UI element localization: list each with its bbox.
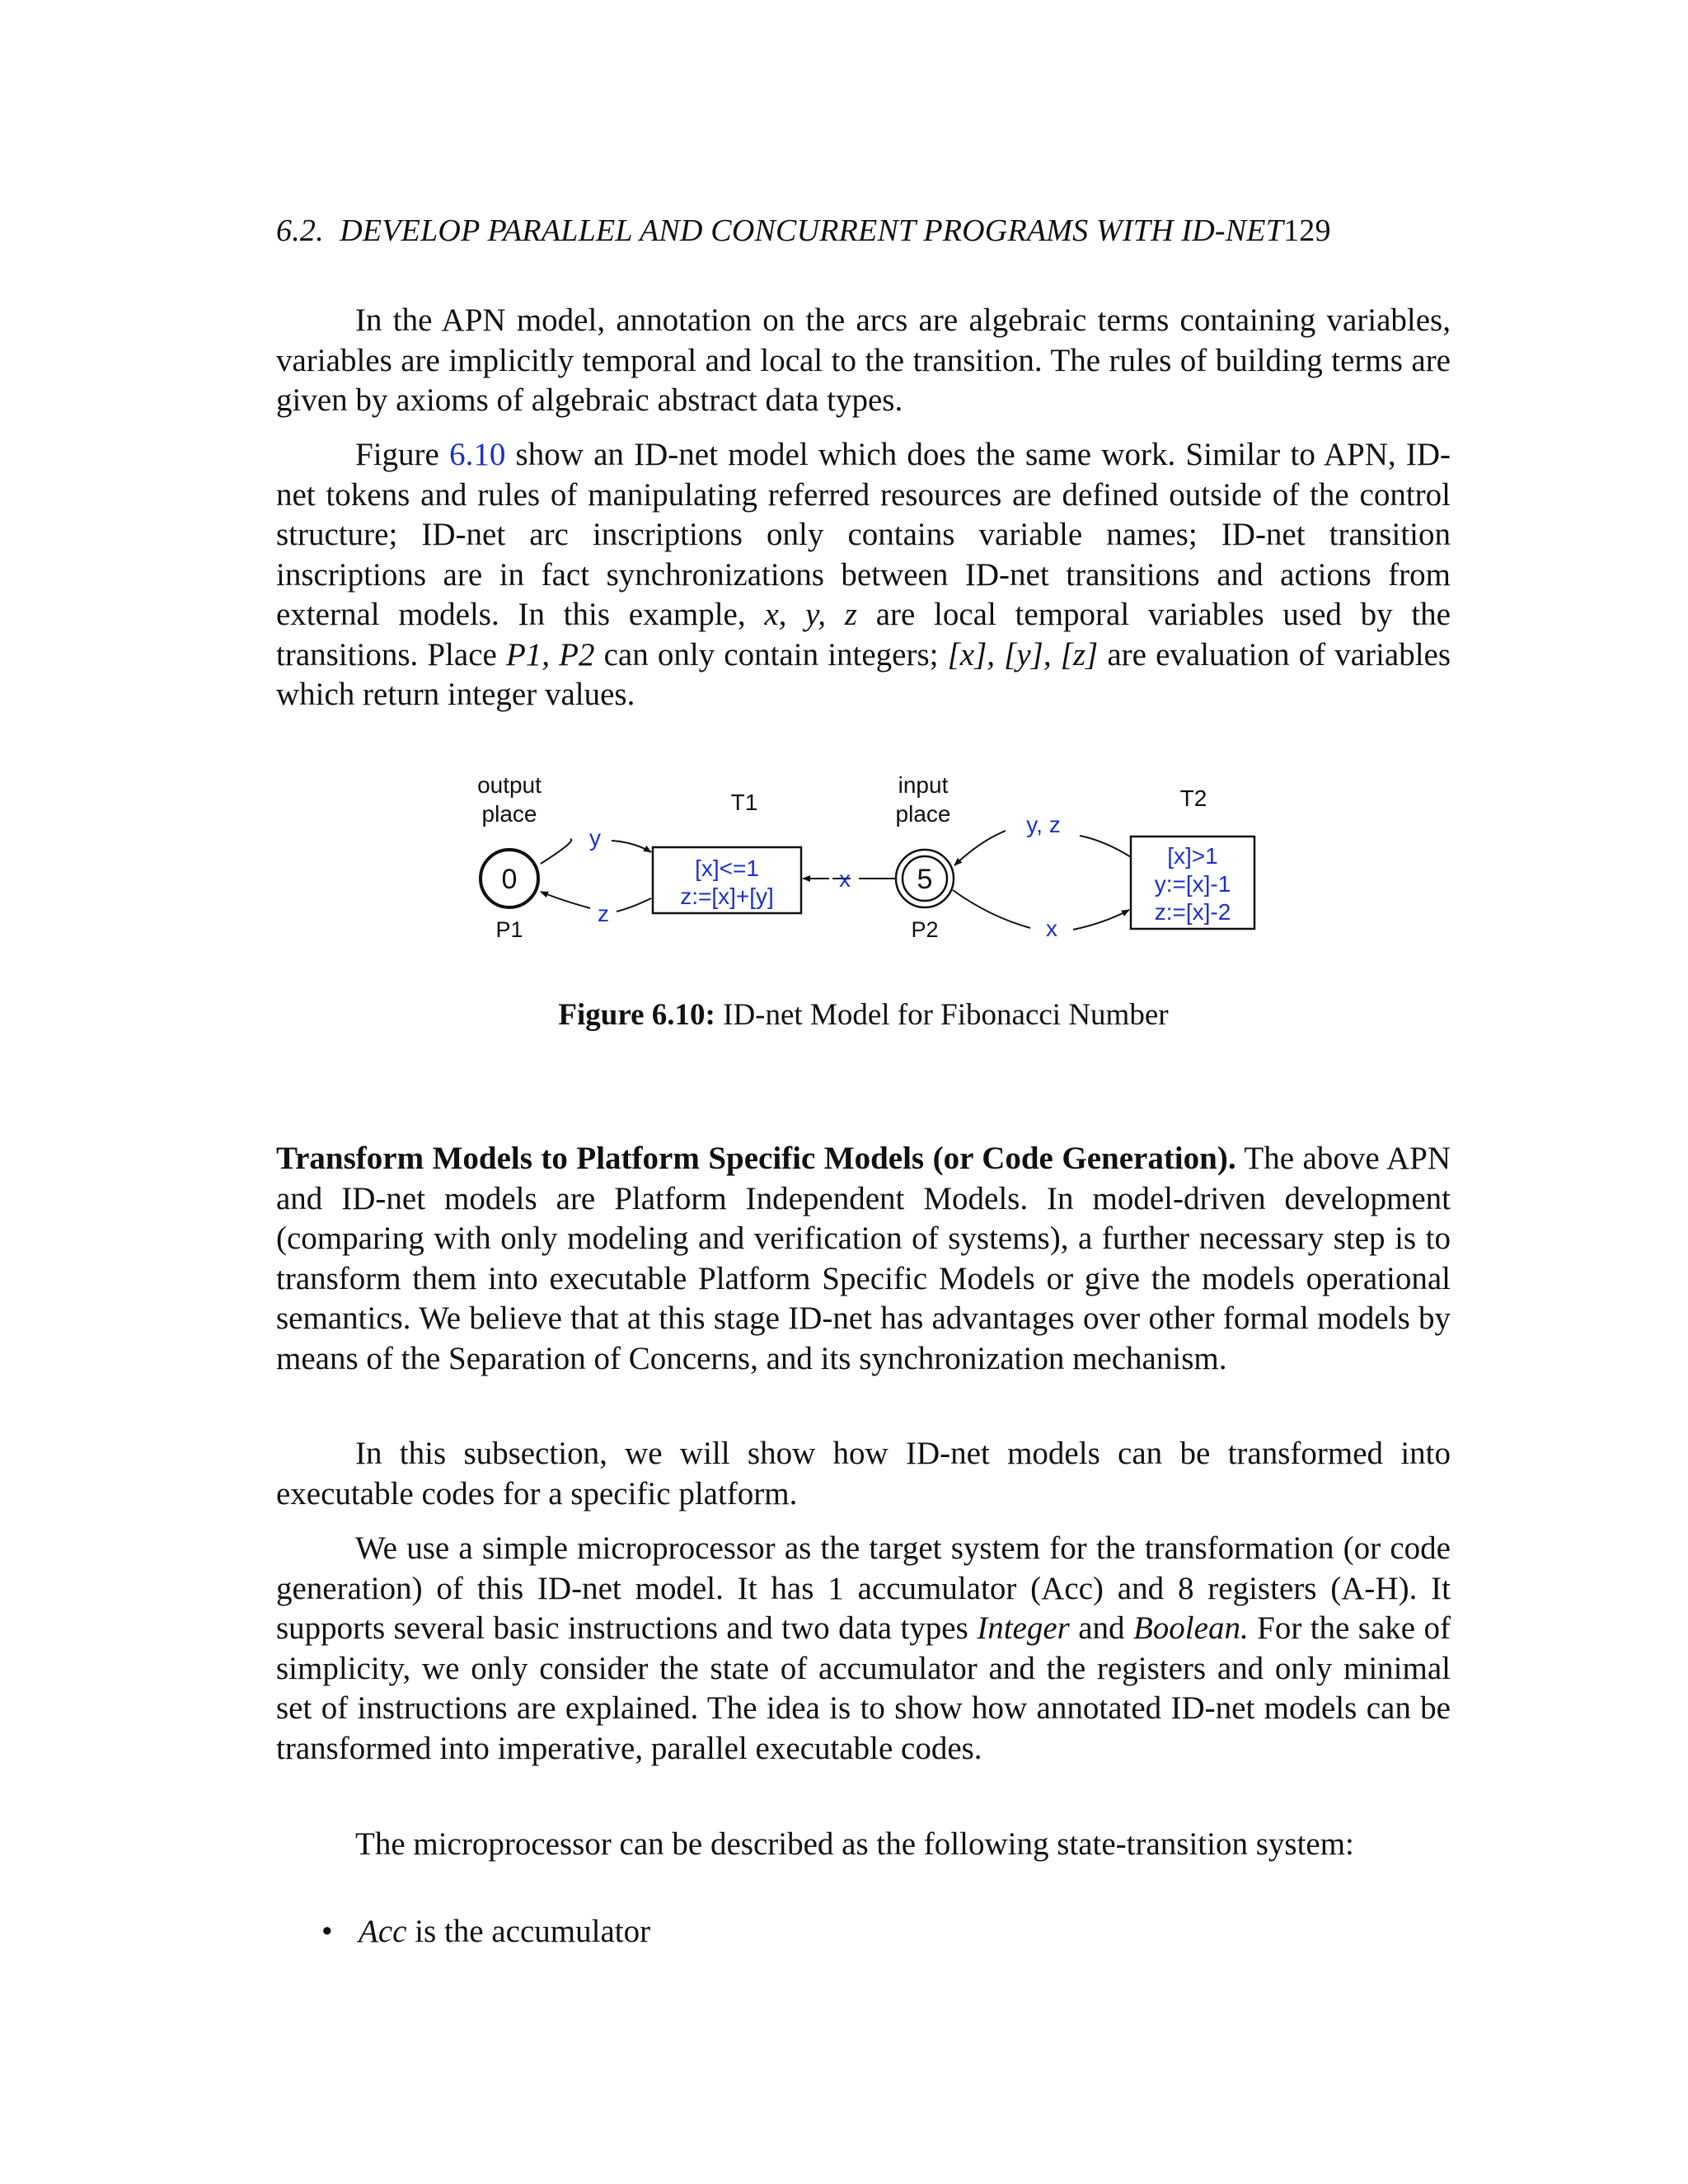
t1-action: z:=[x]+[y]	[680, 883, 774, 909]
bullet-term: Acc	[359, 1914, 407, 1949]
place-p2-name: P2	[911, 917, 939, 942]
header-section: 6.2.	[276, 213, 324, 248]
arc-z-right-segment	[617, 898, 651, 912]
t2-action-y: y:=[x]-1	[1154, 871, 1231, 897]
figure-ref-link[interactable]: 6.10	[449, 437, 506, 472]
running-header	[276, 213, 1488, 249]
paragraph-microprocessor: We use a simple microprocessor as the target system for the transformation (or code generation) of this ID-net model. It has 1 accumulator (Acc) and 8 registers (A-H). It supports several basic instructions and two data types Integer and Boolean. For the sake of simplicity, we only consider the state of accumulator and the registers and only minimal set of instructions are explained. The idea is to show how annotated ID-net models can be transformed into imperative, parallel executable codes.	[276, 1530, 1451, 1766]
arc-yz-label: y, z	[1026, 812, 1061, 837]
arc-y-to-t1	[612, 841, 651, 852]
paragraph-figure-description: Figure 6.10 show an ID-net model which does the same work. Similar to APN, ID-net tokens and rules of manipulating referred resources are defined outside of the control structure; ID-net arc inscriptions only contains variable names; ID-net transition inscriptions are in fact synchronizations between ID-net transitions and actions from external models. In this example, x, y, z are local temporal variables used by the transitions. Place P1, P2 can only contain integers; [x], [y], [z] are evaluation of variables which return integer values.	[276, 437, 1451, 712]
page-number: 129	[1283, 213, 1331, 248]
paragraph-apn-annotation: In the APN model, annotation on the arcs are algebraic terms containing variables, variables are implicitly temporal and local to the transition. The rules of building terms are given by axioms of algebraic abstract data types.	[276, 302, 1451, 418]
arc-x-t1-label: x	[839, 866, 851, 892]
arc-y-label: y	[589, 825, 601, 851]
figure-caption	[276, 997, 1451, 1033]
math-vars: x, y, z	[764, 597, 857, 632]
transition-t2-name: T2	[1179, 785, 1207, 811]
bullet-text: is the accumulator	[415, 1914, 651, 1949]
arc-z-to-p1	[541, 892, 590, 908]
paragraph-subsection-intro: In this subsection, we will show how ID-net models can be transformed into executable codes for a specific platform.	[276, 1436, 1451, 1511]
paragraph-lead: Transform Models to Platform Specific Models (or Code Generation).	[276, 1141, 1236, 1176]
type-integer: Integer	[977, 1610, 1070, 1646]
bullet-list	[321, 1912, 1451, 1952]
t2-guard: [x]>1	[1167, 843, 1218, 869]
caption-text: ID-net Model for Fibonacci Number	[723, 998, 1169, 1032]
input-place-label-2: place	[895, 801, 951, 827]
place-p1-tokens: 0	[501, 864, 518, 895]
arc-yz-to-p2	[954, 831, 1006, 865]
caption-label: Figure 6.10:	[558, 998, 715, 1032]
t1-guard: [x]<=1	[695, 855, 759, 881]
arc-x-to-t2	[1073, 910, 1129, 930]
arc-y-left-segment	[541, 839, 571, 864]
output-place-label-1: output	[477, 772, 542, 798]
bullet-dot: •	[321, 1914, 333, 1949]
t2-action-z: z:=[x]-2	[1154, 899, 1231, 925]
list-item	[321, 1912, 1451, 1952]
place-p2-tokens: 5	[917, 864, 933, 895]
output-place-label-2: place	[481, 801, 537, 827]
header-title: DEVELOP PARALLEL AND CONCURRENT PROGRAMS WITH ID-NET	[340, 213, 1284, 248]
idnet-diagram	[462, 758, 1286, 972]
type-boolean: Boolean.	[1132, 1610, 1249, 1646]
arc-x-t2-label: x	[1046, 916, 1057, 941]
paragraph-state-transition: The microprocessor can be described as the following state-transition system:	[355, 1826, 1354, 1862]
arc-z-label: z	[598, 901, 609, 926]
transition-t1-name: T1	[730, 790, 758, 815]
math-places: P1, P2	[505, 636, 595, 673]
arc-yz-right-segment	[1080, 836, 1131, 857]
input-place-label-1: input	[898, 772, 949, 798]
math-evals: [x], [y], [z]	[947, 636, 1099, 673]
place-p1-name: P1	[495, 917, 523, 942]
paragraph-transform-models: Transform Models to Platform Specific Models (or Code Generation). The above APN and ID-net models are Platform Independent Models. In model-driven development (comparing with only modeling and verification of systems), a further necessary step is to transform them into executable Platform Specific Models or give the models operational semantics. We believe that at this stage ID-net has advantages over other formal models by means of the Separation of Concerns, and its synchronization mechanism.	[276, 1141, 1451, 1376]
arc-x-t2-left-segment	[953, 890, 1030, 928]
figure-idnet-model	[462, 758, 1286, 972]
